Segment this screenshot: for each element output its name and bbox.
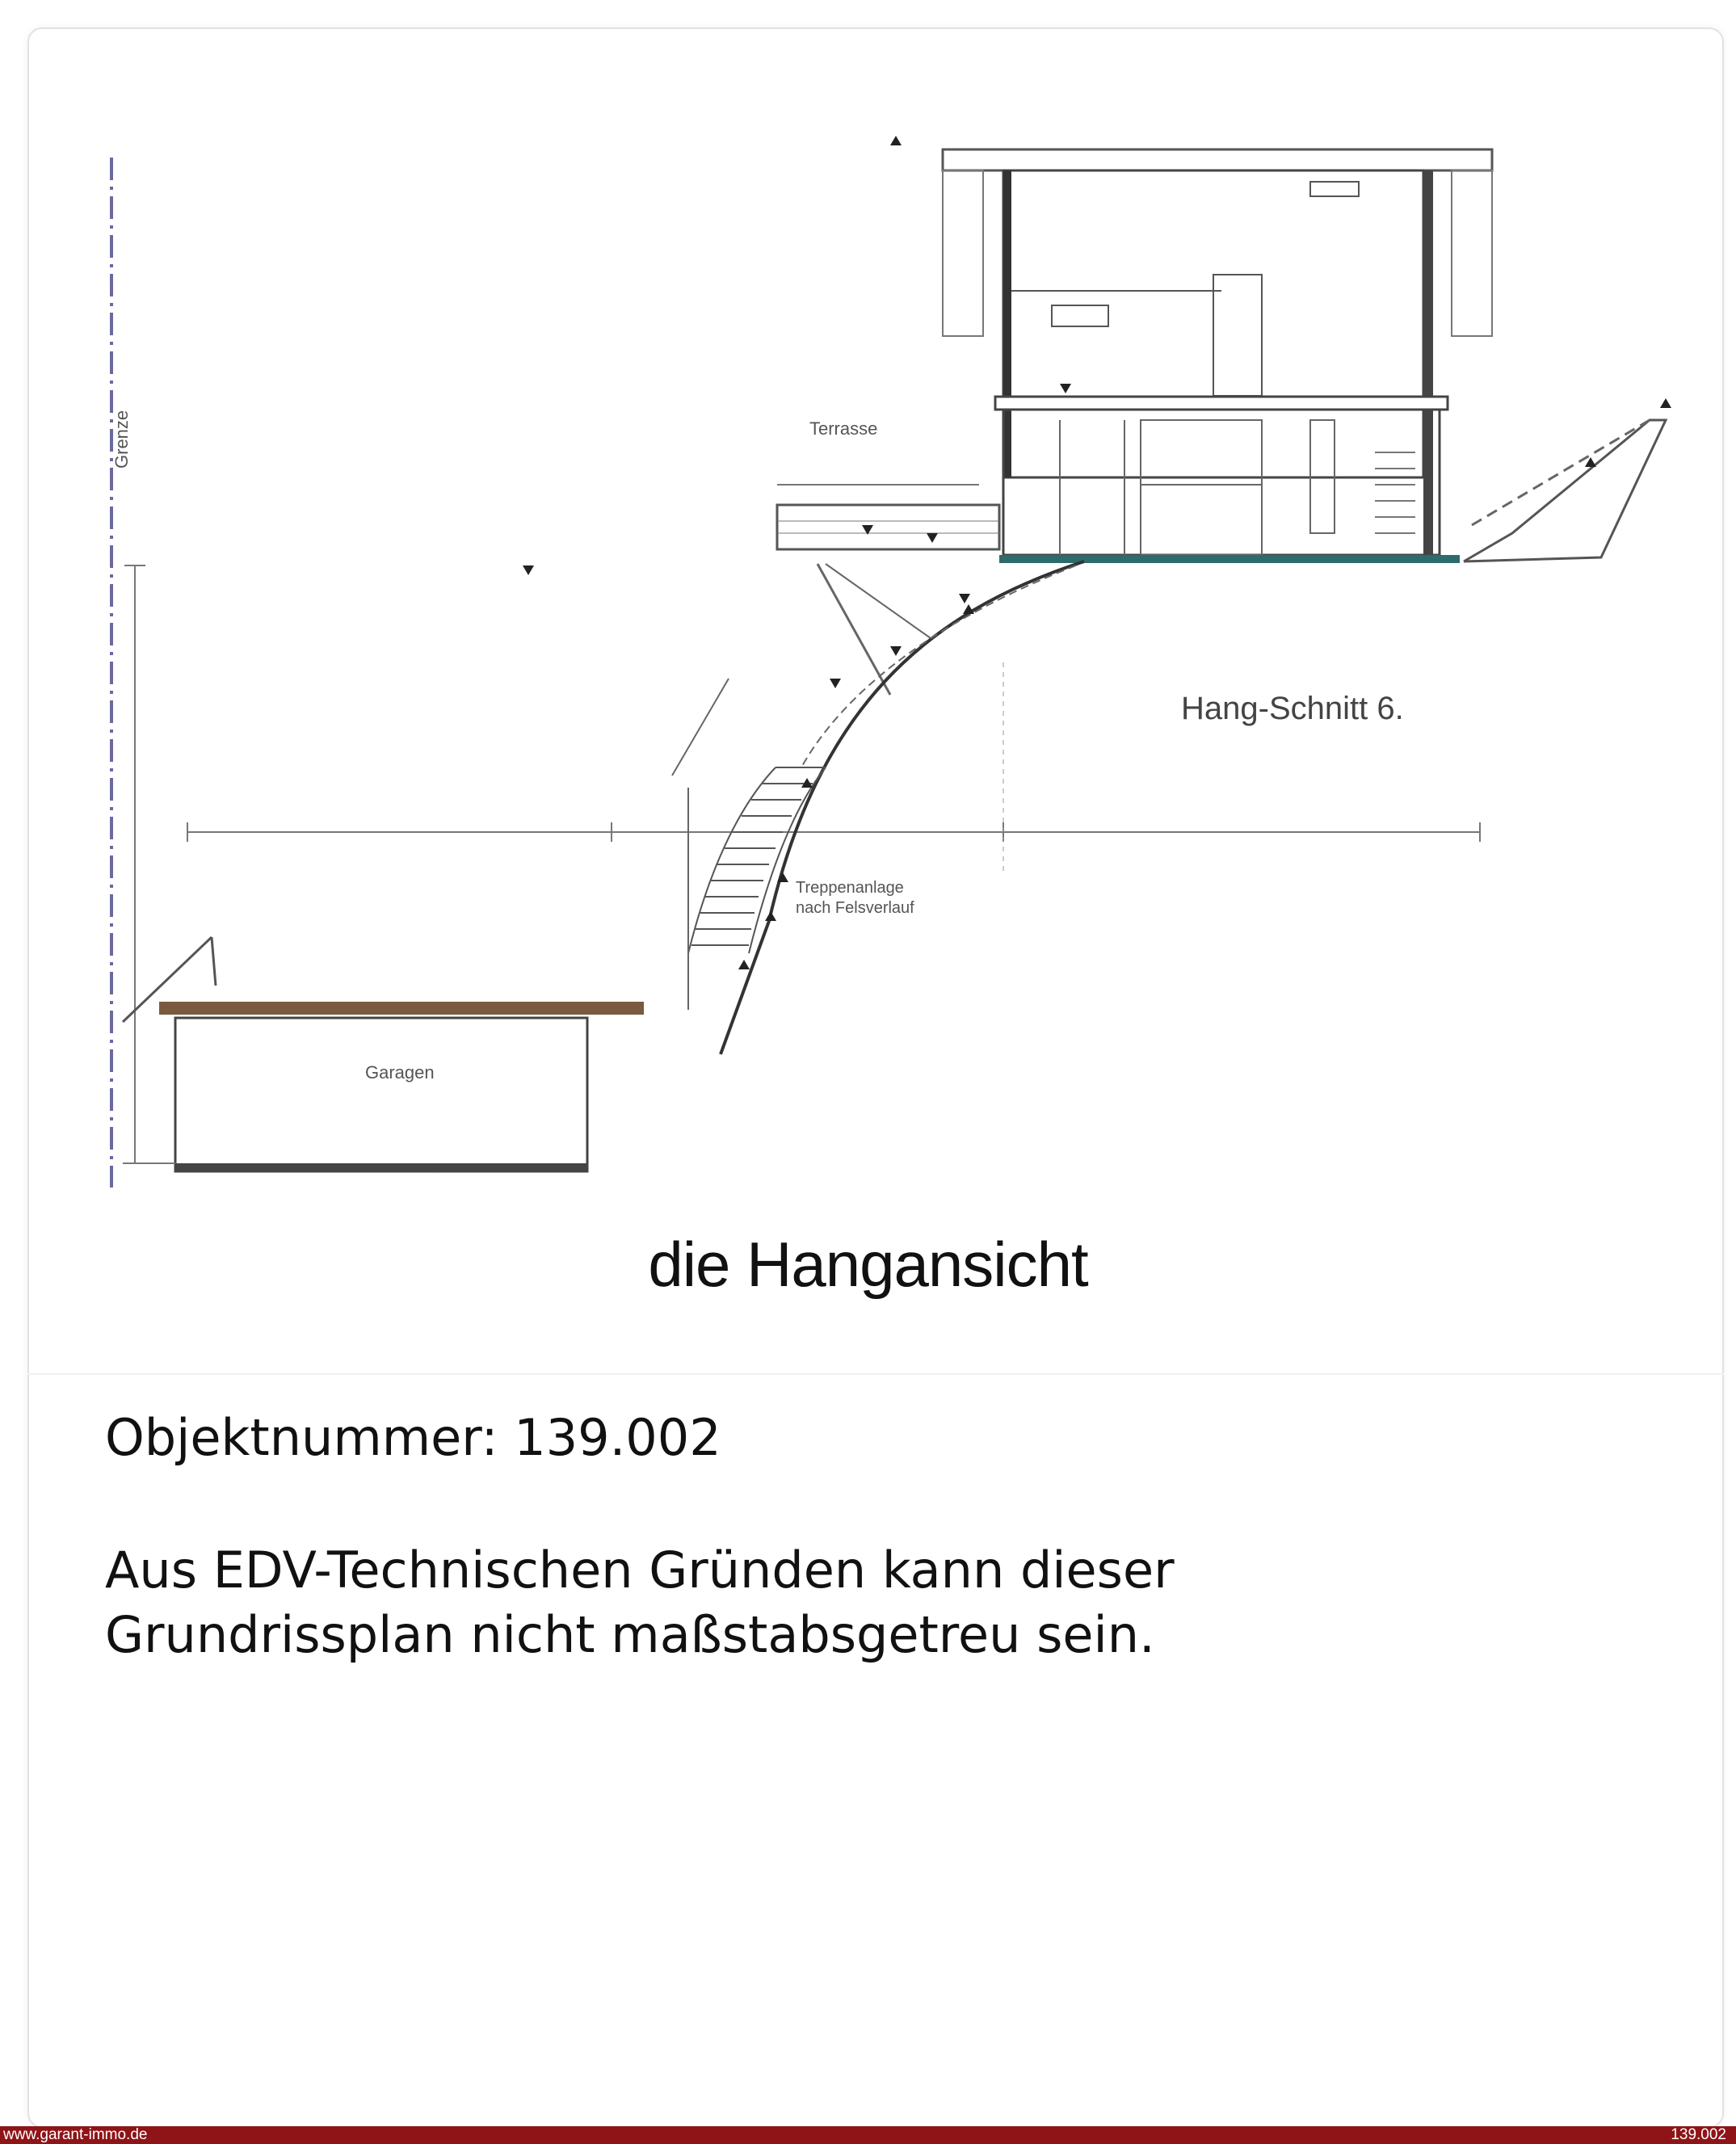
house [943,149,1492,563]
disclaimer-line-2: Grundrissplan nicht maßstabsgetreu sein. [105,1605,1155,1664]
disclaimer-line-1: Aus EDV-Technischen Gründen kann dieser [105,1541,1175,1600]
info-block [105,1406,1640,1667]
stair-label-line2: nach Felsverlauf [796,899,914,917]
garage-label: Garagen [365,1062,435,1083]
stair-label-line1: Treppenanlage [796,879,904,897]
section-title: Hang-Schnitt 6. [1181,691,1404,726]
garage [123,937,644,1171]
boundary-label: Grenze [111,410,132,469]
divider [27,1373,1724,1375]
section-drawing [74,81,1674,1212]
footer-number: 139.002 [1671,2126,1726,2143]
object-number: Objektnummer: 139.002 [105,1408,721,1467]
rock-profile [721,561,1084,1054]
footer-bar [0,2126,1736,2144]
hang-section-svg [74,81,1674,1212]
outdoor-stair [688,767,826,953]
terrace-label: Terrasse [809,418,878,439]
terrace [777,485,999,695]
plan-caption: die Hangansicht [648,1229,1088,1300]
footer-website[interactable]: www.garant-immo.de [3,2126,148,2143]
